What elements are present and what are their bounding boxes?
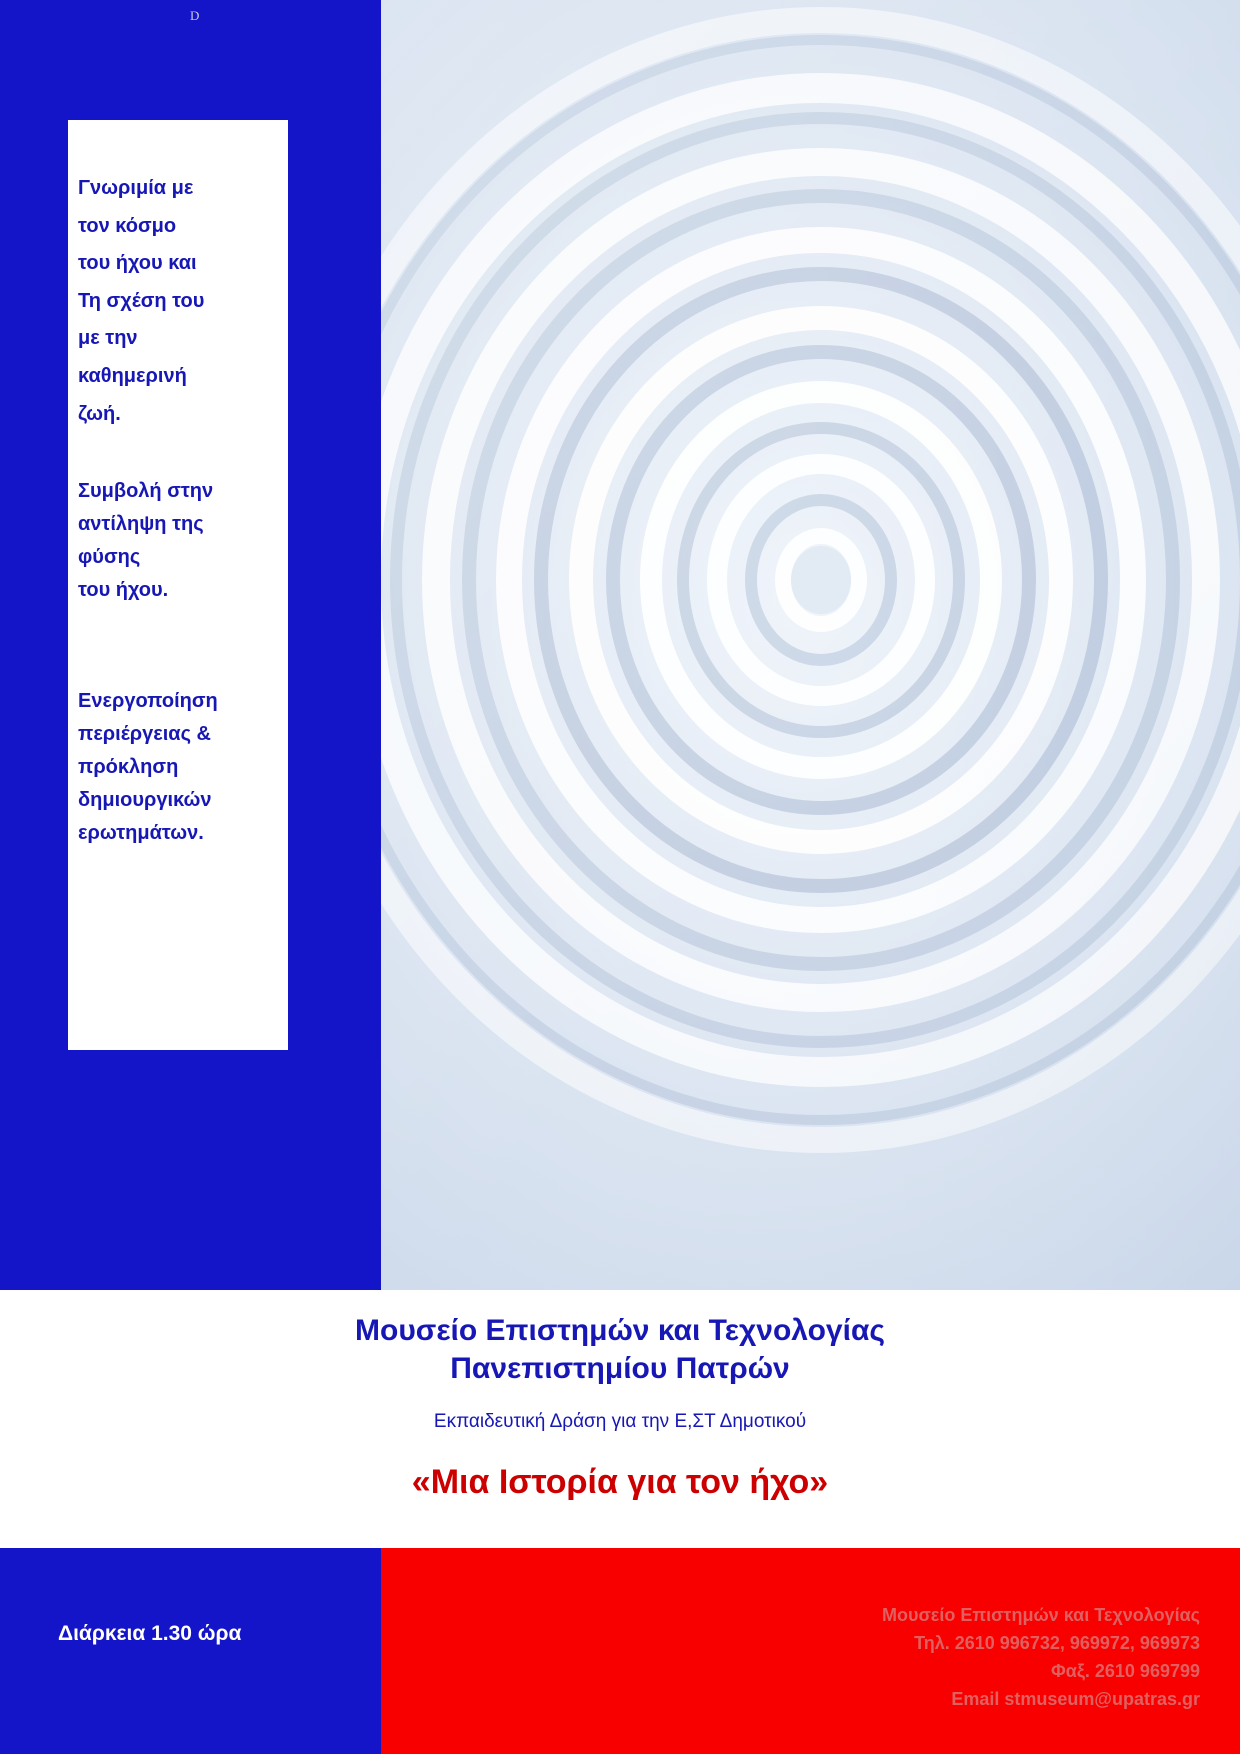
panel-spacer-1 — [78, 433, 274, 475]
intro-line-15: δημιουργικών — [78, 789, 212, 812]
contact-name: Μουσείο Επιστημών και Τεχνολογίας — [882, 1605, 1200, 1625]
footer-blue-block — [0, 1548, 381, 1754]
intro-line-9: αντίληψη της — [78, 513, 204, 536]
program-subtitle: Εκπαιδευτική Δράση για την Ε,ΣΤ Δημοτικού — [433, 1410, 807, 1432]
contact-email: Email stmuseum@upatras.gr — [951, 1688, 1200, 1709]
intro-line-11: του ήχου. — [78, 579, 169, 602]
intro-group-2 — [78, 475, 274, 607]
intro-line-6: καθημερινή — [78, 364, 187, 387]
intro-line-1: Γνωριμία με — [78, 177, 194, 199]
intro-line-4: Τη σχέση του — [78, 289, 205, 312]
museum-title-line-2: Πανεπιστημίου Πατρών — [450, 1352, 790, 1386]
ripple-rings-graphic — [381, 0, 1240, 1290]
intro-line-3: του ήχου και — [78, 252, 197, 275]
intro-line-2: τον κόσμο — [78, 214, 177, 237]
intro-line-8: Συμβολή στην — [78, 480, 214, 503]
panel-spacer-2 — [78, 607, 274, 685]
intro-line-16: ερωτημάτων. — [78, 822, 204, 845]
tiny-mark: D — [190, 8, 200, 23]
museum-title — [0, 1290, 1240, 1389]
duration-label: Διάρκεια 1.30 ώρα — [58, 1622, 242, 1645]
intro-group-3 — [78, 685, 274, 850]
intro-line-7: ζωή. — [78, 402, 121, 425]
water-ripple-image — [381, 0, 1240, 1290]
title-band — [0, 1290, 1240, 1548]
page-title: «Μια Ιστορία για τον ήχο» — [411, 1462, 829, 1501]
museum-title-line-1: Μουσείο Επιστημών και Τεχνολογίας — [355, 1314, 885, 1347]
intro-line-13: περιέργειας & — [78, 723, 211, 746]
intro-line-14: πρόκληση — [78, 756, 179, 779]
intro-line-12: Ενεργοποίηση — [78, 690, 218, 713]
footer-bar — [0, 1548, 1240, 1754]
intro-line-5: με την — [78, 327, 138, 350]
contact-info — [882, 1602, 1200, 1714]
intro-text-panel — [68, 120, 288, 1050]
contact-fax: Φαξ. 2610 969799 — [1051, 1660, 1200, 1681]
intro-line-10: φύσης — [78, 546, 141, 569]
contact-phone: Τηλ. 2610 996732, 969972, 969973 — [914, 1632, 1200, 1653]
